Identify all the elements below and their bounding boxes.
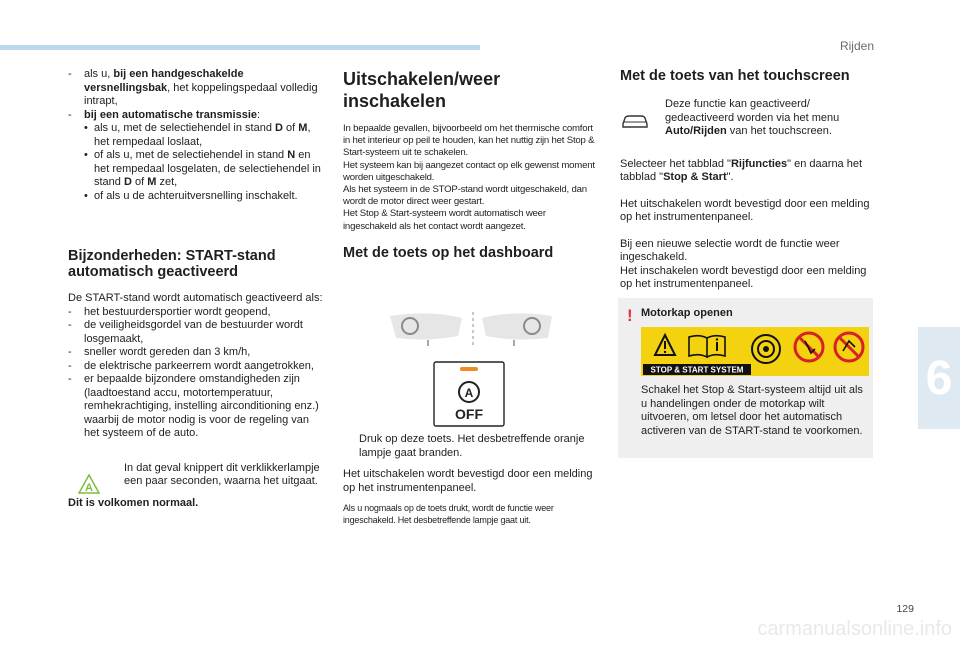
note: Als u nogmaals op de toets drukt, wordt de functie weer ingeschakeld. Het desbetreffende lampje gaat uit. (343, 503, 554, 525)
exclamation-icon: ! (627, 306, 633, 325)
warning-box (618, 298, 873, 458)
column-middle (343, 68, 601, 261)
warning-title: Motorkap openen (641, 307, 733, 319)
paragraph: Het inschakelen wordt bevestigd door een melding op het instrumentenpaneel. (620, 264, 867, 290)
paragraph: Selecteer het tabblad "Rijfuncties" en daarna het tabblad "Stop & Start". (620, 157, 863, 183)
page-number: 129 (896, 603, 914, 615)
svg-text:A: A (464, 386, 474, 400)
paragraph: De START-stand wordt automatisch geactiveerd als: (68, 292, 323, 304)
car-icon (620, 112, 650, 130)
paragraph: Het uitschakelen wordt bevestigd door een melding op het instrumentenpaneel. (343, 468, 593, 494)
list-item: - als u, bij een handgeschakelde versnellingsbak, het koppelingspedaal volledig intrapt, (68, 68, 318, 107)
column-middle-lower (343, 433, 601, 526)
step-arrow-icon (343, 433, 359, 460)
list-item: - bij een automatische transmissie: (68, 108, 261, 121)
conditions-list (68, 306, 326, 441)
svg-text:A: A (85, 481, 93, 494)
tip-text: In dat geval knippert dit verklikkerlampje een paar seconden, waarna het uitgaat. (124, 461, 320, 487)
chapter-tab: 6 (918, 327, 960, 429)
stop-start-warning-sign (641, 327, 869, 376)
paragraph: Het uitschakelen wordt bevestigd door een melding op het instrumentenpaneel. (620, 197, 870, 223)
condition-item: - het bestuurdersportier wordt geopend, (68, 305, 271, 318)
condition-item: - de veiligheidsgordel van de bestuurder wordt losgemaakt, (68, 319, 303, 345)
intro-line: Het systeem kan bij aangezet contact op elk gewenst moment worden uitgeschakeld. (343, 159, 595, 183)
closing-note: Dit is volkomen normaal. (68, 496, 199, 509)
condition-item: - de elektrische parkeerrem wordt aangetrokken, (68, 359, 314, 372)
section-title: Rijden (839, 39, 874, 53)
sign-label: STOP & START SYSTEM (650, 365, 744, 375)
intro-block (343, 123, 601, 233)
off-button-label: OFF (455, 406, 483, 422)
column-right (620, 68, 876, 292)
dashboard-panel-left (390, 313, 462, 346)
condition-item: - sneller wordt gereden dan 3 km/h, (68, 346, 251, 358)
dashboard-panel-right (482, 313, 552, 346)
section-heading: Met de toets op het dashboard (343, 244, 554, 261)
column-left (68, 68, 326, 510)
intro-line: Het Stop & Start-systeem wordt automatisch weer ingeschakeld als het contact wordt aangezet. (343, 208, 546, 232)
section-heading: Met de toets van het touchscreen (620, 68, 850, 84)
sub-list-item: • als u, met de selectiehendel in stand D of M, het rempedaal loslaat, (84, 122, 311, 148)
paragraph: Bij een nieuwe selectie wordt de functie weer ingeschakeld. (620, 237, 840, 263)
watermark: carmanualsonline.info (757, 618, 952, 640)
header-accent-bar (0, 45, 480, 50)
section-heading: Bijzonderheden: START-stand automatisch geactiveerd (68, 248, 276, 280)
sub-list-item: • of als u, met de selectiehendel in stand N en het rempedaal losgelaten, de selectiehendel in stand D of M zet, (84, 149, 321, 188)
touchscreen-intro: Deze functie kan geactiveerd/ gedeactiveerd worden via het menu Auto/Rijden van het touchscreen. (620, 98, 876, 139)
intro-line: In bepaalde gevallen, bijvoorbeeld om het thermische comfort in het interieur op peil te houden, kan het nuttig zijn het Stop & Start-systeem uit te schakelen. (343, 123, 595, 159)
tip-box (68, 462, 326, 494)
warning-text: Schakel het Stop & Start-systeem altijd uit als u handelingen onder de motorkap wilt uitvoeren, om letsel door het automatisch activeren van de START-stand te voorkomen. (641, 384, 863, 437)
condition-item: - er bepaalde bijzondere omstandigheden zijn (laadtoestand accu, motortemperatuur, remhekrachtiging, instelling airconditioning enz.) waarbij de motor nodig is voor de regeling van het systeem of de auto. (68, 373, 319, 439)
sub-list-item: • of als u de achteruitversnelling inschakelt. (84, 189, 298, 202)
intro-line: Als het systeem in de STOP-stand wordt uitgeschakeld, dan wordt de motor direct weer gestart. (343, 184, 587, 208)
stop-start-warning-lamp-icon (78, 474, 100, 494)
dashboard-button-illustration (390, 308, 560, 428)
main-heading: Uitschakelen/weer inschakelen (343, 69, 501, 111)
step-item: Druk op deze toets. Het desbetreffende oranje lampje gaat branden. (343, 433, 601, 460)
